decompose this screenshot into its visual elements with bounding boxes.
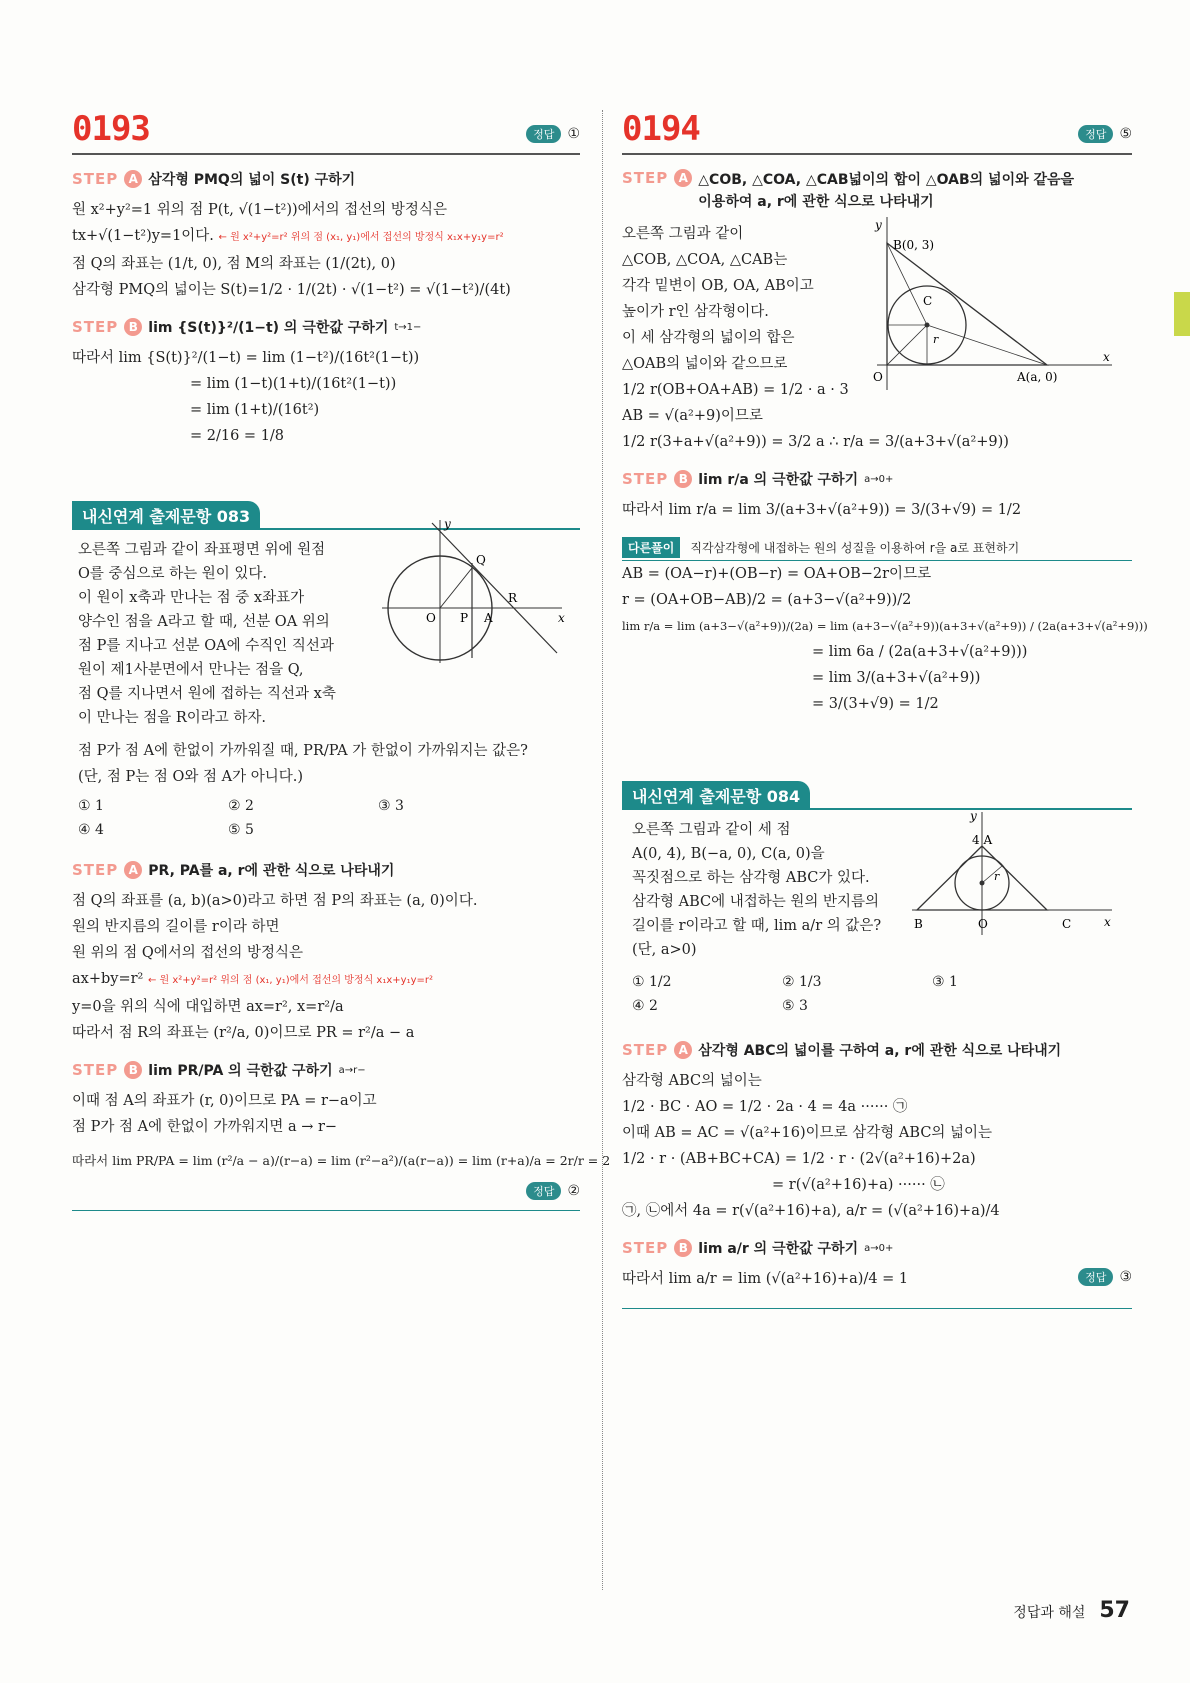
problem-text	[72, 518, 580, 730]
linked-problem-box	[72, 501, 580, 842]
solution-line	[72, 223, 580, 251]
question-line: 점 P가 점 A에 한없이 가까워질 때, PR/PA 가 한없이 가까워지는 값은?	[78, 743, 528, 759]
solution-line: 점 P가 점 A에 한없이 가까워지면 a → r−	[72, 1119, 338, 1135]
isosceles-incircle-figure	[912, 810, 1117, 940]
step-title: lim {S(t)}²/(1−t) 의 극한값 구하기	[148, 320, 389, 336]
answer-tag: 정답	[526, 1182, 561, 1200]
final-answer	[526, 1182, 580, 1200]
step-letter: A	[674, 1041, 692, 1059]
choice-2[interactable]: ② 2	[228, 798, 254, 814]
solution-line: 따라서 점 R의 좌표는 (r²/a, 0)이므로 PR = r²/a − a	[72, 1025, 415, 1041]
triangle-oab	[887, 243, 1047, 365]
sol-step-b-heading	[622, 1238, 1132, 1258]
step-word: STEP	[622, 169, 669, 187]
solution-line: 높이가 r인 삼각형이다.	[622, 304, 769, 320]
problem-line: (단, a>0)	[632, 942, 697, 958]
solution-line: 오른쪽 그림과 같이	[622, 226, 744, 242]
problem-line: 원이 제1사분면에서 만나는 점을 Q,	[78, 662, 304, 678]
label-b: B(0, 3)	[893, 238, 935, 252]
label-o: O	[873, 370, 883, 384]
solution-line: = 2/16 = 1/8	[190, 428, 285, 444]
answer-value: ⑤	[1119, 126, 1132, 142]
problem-line: 꼭짓점으로 하는 삼각형 ABC가 있다.	[632, 870, 870, 886]
solution-line: 이때 점 A의 좌표가 (r, 0)이므로 PA = r−a이고	[72, 1093, 377, 1109]
step-letter: B	[124, 318, 142, 336]
label-o: O	[978, 917, 988, 931]
step-a-body	[622, 218, 1132, 455]
column-divider	[602, 110, 603, 1590]
side-note: ← 원 x²+y²=r² 위의 점 (x₁, y₁)에서 접선의 방정식 x₁x+y₁y=r²	[147, 975, 433, 986]
incircle-right-triangle-figure	[867, 215, 1117, 395]
step-title: 삼각형 PMQ의 넓이 S(t) 구하기	[148, 172, 356, 188]
problem-line: 이 만나는 점을 R이라고 하자.	[78, 710, 267, 726]
solution-line: △OAB의 넓이와 같으므로	[622, 356, 788, 372]
choice-1[interactable]: ① 1	[78, 798, 104, 814]
step-a-heading	[72, 169, 580, 189]
step-title: lim a/r 의 극한값 구하기	[698, 1241, 859, 1257]
alt-tag: 다른풀이	[622, 537, 680, 558]
answer-tag: 정답	[1078, 1268, 1113, 1286]
solution-line: 삼각형 ABC의 넓이는	[622, 1073, 762, 1089]
final-answer	[1078, 1268, 1132, 1286]
step-title-line: △COB, △COA, △CAB넓이의 합이 △OAB의 넓이와 같음을	[698, 172, 1075, 188]
sol-step-a-heading	[622, 1040, 1132, 1060]
step-word: STEP	[72, 318, 119, 336]
step-word: STEP	[72, 861, 119, 879]
limit-subscript: t→1−	[394, 321, 422, 333]
right-column	[622, 105, 1148, 1309]
choice-4[interactable]: ④ 4	[78, 822, 104, 838]
step-letter: B	[674, 1239, 692, 1257]
solution-text: ax+by=r²	[72, 971, 144, 987]
step-letter: A	[674, 169, 692, 187]
page-number: 57	[1099, 1598, 1130, 1623]
label-c: C	[923, 294, 933, 308]
label-a: A	[484, 611, 493, 625]
solution-line: 1/2 · BC · AO = 1/2 · 2a · 4 = 4a ······ ㉠	[622, 1099, 908, 1115]
label-r: R	[508, 591, 518, 605]
solution-line: = lim (1−t)(1+t)/(16t²(1−t))	[190, 376, 397, 392]
solution-line: = r(√(a²+16)+a) ······ ㉡	[772, 1177, 945, 1193]
solution-line: 1/2 · r · (AB+BC+CA) = 1/2 · r · (2√(a²+16)+2a)	[622, 1151, 976, 1167]
step-title-line: 이용하여 a, r에 관한 식으로 나타내기	[698, 194, 934, 210]
box-title: 내신연계 출제문항 083	[72, 501, 260, 530]
condition-line: (단, 점 P는 점 O와 점 A가 아니다.)	[78, 769, 303, 785]
segment-cb	[887, 243, 927, 325]
label-x: x	[1103, 350, 1110, 364]
choice-5[interactable]: ⑤ 3	[782, 998, 808, 1014]
problem-line: 점 Q를 지나면서 원에 접하는 직선과 x축	[78, 686, 336, 702]
alt-line: = lim 3/(a+3+√(a²+9))	[812, 670, 981, 686]
step-word: STEP	[622, 1239, 669, 1257]
radius-oq	[440, 568, 472, 608]
solution-line: 각각 밑변이 OB, OA, AB이고	[622, 278, 814, 294]
choice-5[interactable]: ⑤ 5	[228, 822, 254, 838]
answer-mark	[526, 125, 580, 143]
step-title: lim PR/PA 의 극한값 구하기	[148, 1063, 333, 1079]
answer-value: ①	[567, 126, 580, 142]
alt-title: 직각삼각형에 내접하는 원의 성질을 이용하여 r을 a로 표현하기	[690, 541, 1020, 555]
answer-value: ③	[1119, 1269, 1132, 1285]
alt-line: = 3/(3+√9) = 1/2	[812, 696, 939, 712]
solution-line: 원의 반지름의 길이를 r이라 하면	[72, 919, 280, 935]
label-y: y	[444, 518, 451, 531]
answer-value: ②	[567, 1183, 580, 1199]
solution-line: 점 Q의 좌표는 (1/t, 0), 점 M의 좌표는 (1/(2t), 0)	[72, 256, 396, 272]
solution-line: AB = √(a²+9)이므로	[622, 408, 763, 424]
answer-tag: 정답	[526, 125, 561, 143]
problem-line: 양수인 점을 A라고 할 때, 선분 OA 위의	[78, 614, 330, 630]
label-a: A(a, 0)	[1017, 370, 1058, 384]
choices	[72, 794, 580, 842]
limit-subscript: a→0+	[864, 473, 894, 485]
solution-line: △COB, △COA, △CAB는	[622, 252, 788, 268]
label-y: y	[875, 218, 882, 232]
alt-line: = lim 6a / (2a(a+3+√(a²+9)))	[812, 644, 1028, 660]
limit-subscript: a→0+	[864, 1242, 894, 1254]
problem-header-0194	[622, 105, 1132, 155]
choice-1[interactable]: ① 1/2	[632, 974, 672, 990]
choice-3[interactable]: ③ 1	[932, 974, 958, 990]
solution-line: 따라서 lim a/r = lim (√(a²+16)+a)/4 = 1	[622, 1271, 909, 1287]
side-note: ← 원 x²+y²=r² 위의 점 (x₁, y₁)에서 접선의 방정식 x₁x+y₁y=r²	[218, 232, 504, 243]
box-title: 내신연계 출제문항 084	[622, 781, 810, 810]
solution-line: y=0을 위의 식에 대입하면 ax=r², x=r²/a	[72, 999, 344, 1015]
problem-line: 점 P를 지나고 선분 OA에 수직인 직선과	[78, 638, 334, 654]
solution-line: 원 x²+y²=1 위의 점 P(t, √(1−t²))에서의 접선의 방정식은	[72, 202, 447, 218]
choice-4[interactable]: ④ 2	[632, 998, 658, 1014]
step-title: lim r/a 의 극한값 구하기	[698, 472, 859, 488]
label-r: r	[994, 870, 1000, 883]
section-end-rule	[622, 1308, 1132, 1309]
problem-line: 길이를 r이라고 할 때, lim a/r 의 값은?	[632, 918, 882, 934]
step-letter: A	[124, 861, 142, 879]
linked-problem-box	[622, 781, 1132, 1018]
problem-number: 0194	[622, 109, 700, 149]
step-a-heading	[622, 169, 1132, 213]
solution-line: 1/2 r(OB+OA+AB) = 1/2 · a · 3	[622, 382, 849, 398]
step-b-heading	[72, 317, 580, 337]
problem-line: A(0, 4), B(−a, 0), C(a, 0)을	[632, 846, 825, 862]
step-title: PR, PA를 a, r에 관한 식으로 나타내기	[148, 863, 395, 879]
label-y: y	[970, 810, 977, 823]
circle-tangent-figure	[372, 518, 572, 668]
step-letter: A	[124, 170, 142, 188]
left-column	[72, 105, 611, 1214]
label-o: O	[426, 611, 436, 625]
solution-line: 삼각형 PMQ의 넓이는 S(t)=1/2 · 1/(2t) · √(1−t²) = √(1−t²)/(4t)	[72, 282, 511, 298]
label-c: C	[1062, 917, 1072, 931]
solution-line: 이때 AB = AC = √(a²+16)이므로 삼각형 ABC의 넓이는	[622, 1125, 993, 1141]
tangent-line	[432, 523, 557, 653]
footer-text: 정답과 해설	[1013, 1605, 1086, 1621]
alternative-solution-bar	[622, 537, 1132, 561]
problem-header-0193	[72, 105, 580, 155]
step-letter: B	[674, 470, 692, 488]
alt-line: r = (OA+OB−AB)/2 = (a+3−√(a²+9))/2	[622, 592, 912, 608]
solution-line: 이 세 삼각형의 넓이의 합은	[622, 330, 795, 346]
problem-line: 이 원이 x축과 만나는 점 중 x좌표가	[78, 590, 305, 606]
step-word: STEP	[622, 1041, 669, 1059]
page-footer	[1013, 1598, 1130, 1623]
step-letter: B	[124, 1061, 142, 1079]
final-answer-row	[72, 1174, 580, 1214]
solution-line: 따라서 lim {S(t)}²/(1−t) = lim (1−t²)/(16t²(1−t))	[72, 350, 420, 366]
label-x: x	[558, 611, 565, 625]
solution-line: ㉠, ㉡에서 4a = r(√(a²+16)+a), a/r = (√(a²+16)+a)/4	[622, 1203, 1000, 1219]
problem-line: 오른쪽 그림과 같이 좌표평면 위에 원점	[78, 542, 326, 558]
final-line-row	[622, 1266, 1132, 1300]
step-word: STEP	[622, 470, 669, 488]
answer-tag: 정답	[1078, 125, 1113, 143]
sol-step-b-heading	[72, 1060, 580, 1080]
problem-line: O를 중심으로 하는 원이 있다.	[78, 566, 268, 582]
step-title	[698, 169, 1074, 213]
label-x: x	[1104, 915, 1111, 929]
solution-line: 따라서 lim PR/PA = lim (r²/a − a)/(r−a) = lim (r²−a²)/(a(r−a)) = lim (r+a)/a = 2r/r = 2	[72, 1153, 611, 1168]
page-edge-tab	[1174, 292, 1190, 336]
step-title: 삼각형 ABC의 넓이를 구하여 a, r에 관한 식으로 나타내기	[698, 1043, 1062, 1059]
solution-line: 따라서 lim r/a = lim 3/(a+3+√(a²+9)) = 3/(3+√9) = 1/2	[622, 502, 1022, 518]
step-b-heading	[622, 469, 1132, 489]
label-r: r	[933, 333, 939, 346]
choice-2[interactable]: ② 1/3	[782, 974, 822, 990]
solution-line: 원 위의 점 Q에서의 접선의 방정식은	[72, 945, 304, 961]
alt-line: AB = (OA−r)+(OB−r) = OA+OB−2r이므로	[622, 566, 932, 582]
solution-line	[72, 966, 580, 994]
choice-3[interactable]: ③ 3	[378, 798, 404, 814]
step-word: STEP	[72, 170, 119, 188]
problem-line: 삼각형 ABC에 내접하는 원의 반지름의	[632, 894, 880, 910]
problem-line: 오른쪽 그림과 같이 세 점	[632, 822, 791, 838]
choices	[622, 970, 1132, 1018]
solution-line: 점 Q의 좌표를 (a, b)(a>0)라고 하면 점 P의 좌표는 (a, 0)이다.	[72, 893, 478, 909]
alt-line: lim r/a = lim (a+3−√(a²+9))/(2a) = lim (a+3−√(a²+9))(a+3+√(a²+9)) / (2a(a+3+√(a²+9)))	[622, 619, 1148, 633]
label-p: P	[460, 611, 469, 625]
limit-subscript: a→r−	[338, 1064, 366, 1076]
answer-mark	[1078, 125, 1132, 143]
label-b: B	[914, 917, 923, 931]
label-a: 4 A	[972, 833, 993, 847]
problem-number: 0193	[72, 109, 150, 149]
label-q: Q	[476, 553, 486, 567]
solution-text: tx+√(1−t²)y=1이다.	[72, 228, 214, 244]
step-word: STEP	[72, 1061, 119, 1079]
solution-line: 1/2 r(3+a+√(a²+9)) = 3/2 a ∴ r/a = 3/(a+3+√(a²+9))	[622, 434, 1009, 450]
problem-text	[622, 810, 1132, 962]
section-end-rule	[72, 1210, 580, 1211]
solution-line: = lim (1+t)/(16t²)	[190, 402, 320, 418]
sol-step-a-heading	[72, 860, 580, 880]
